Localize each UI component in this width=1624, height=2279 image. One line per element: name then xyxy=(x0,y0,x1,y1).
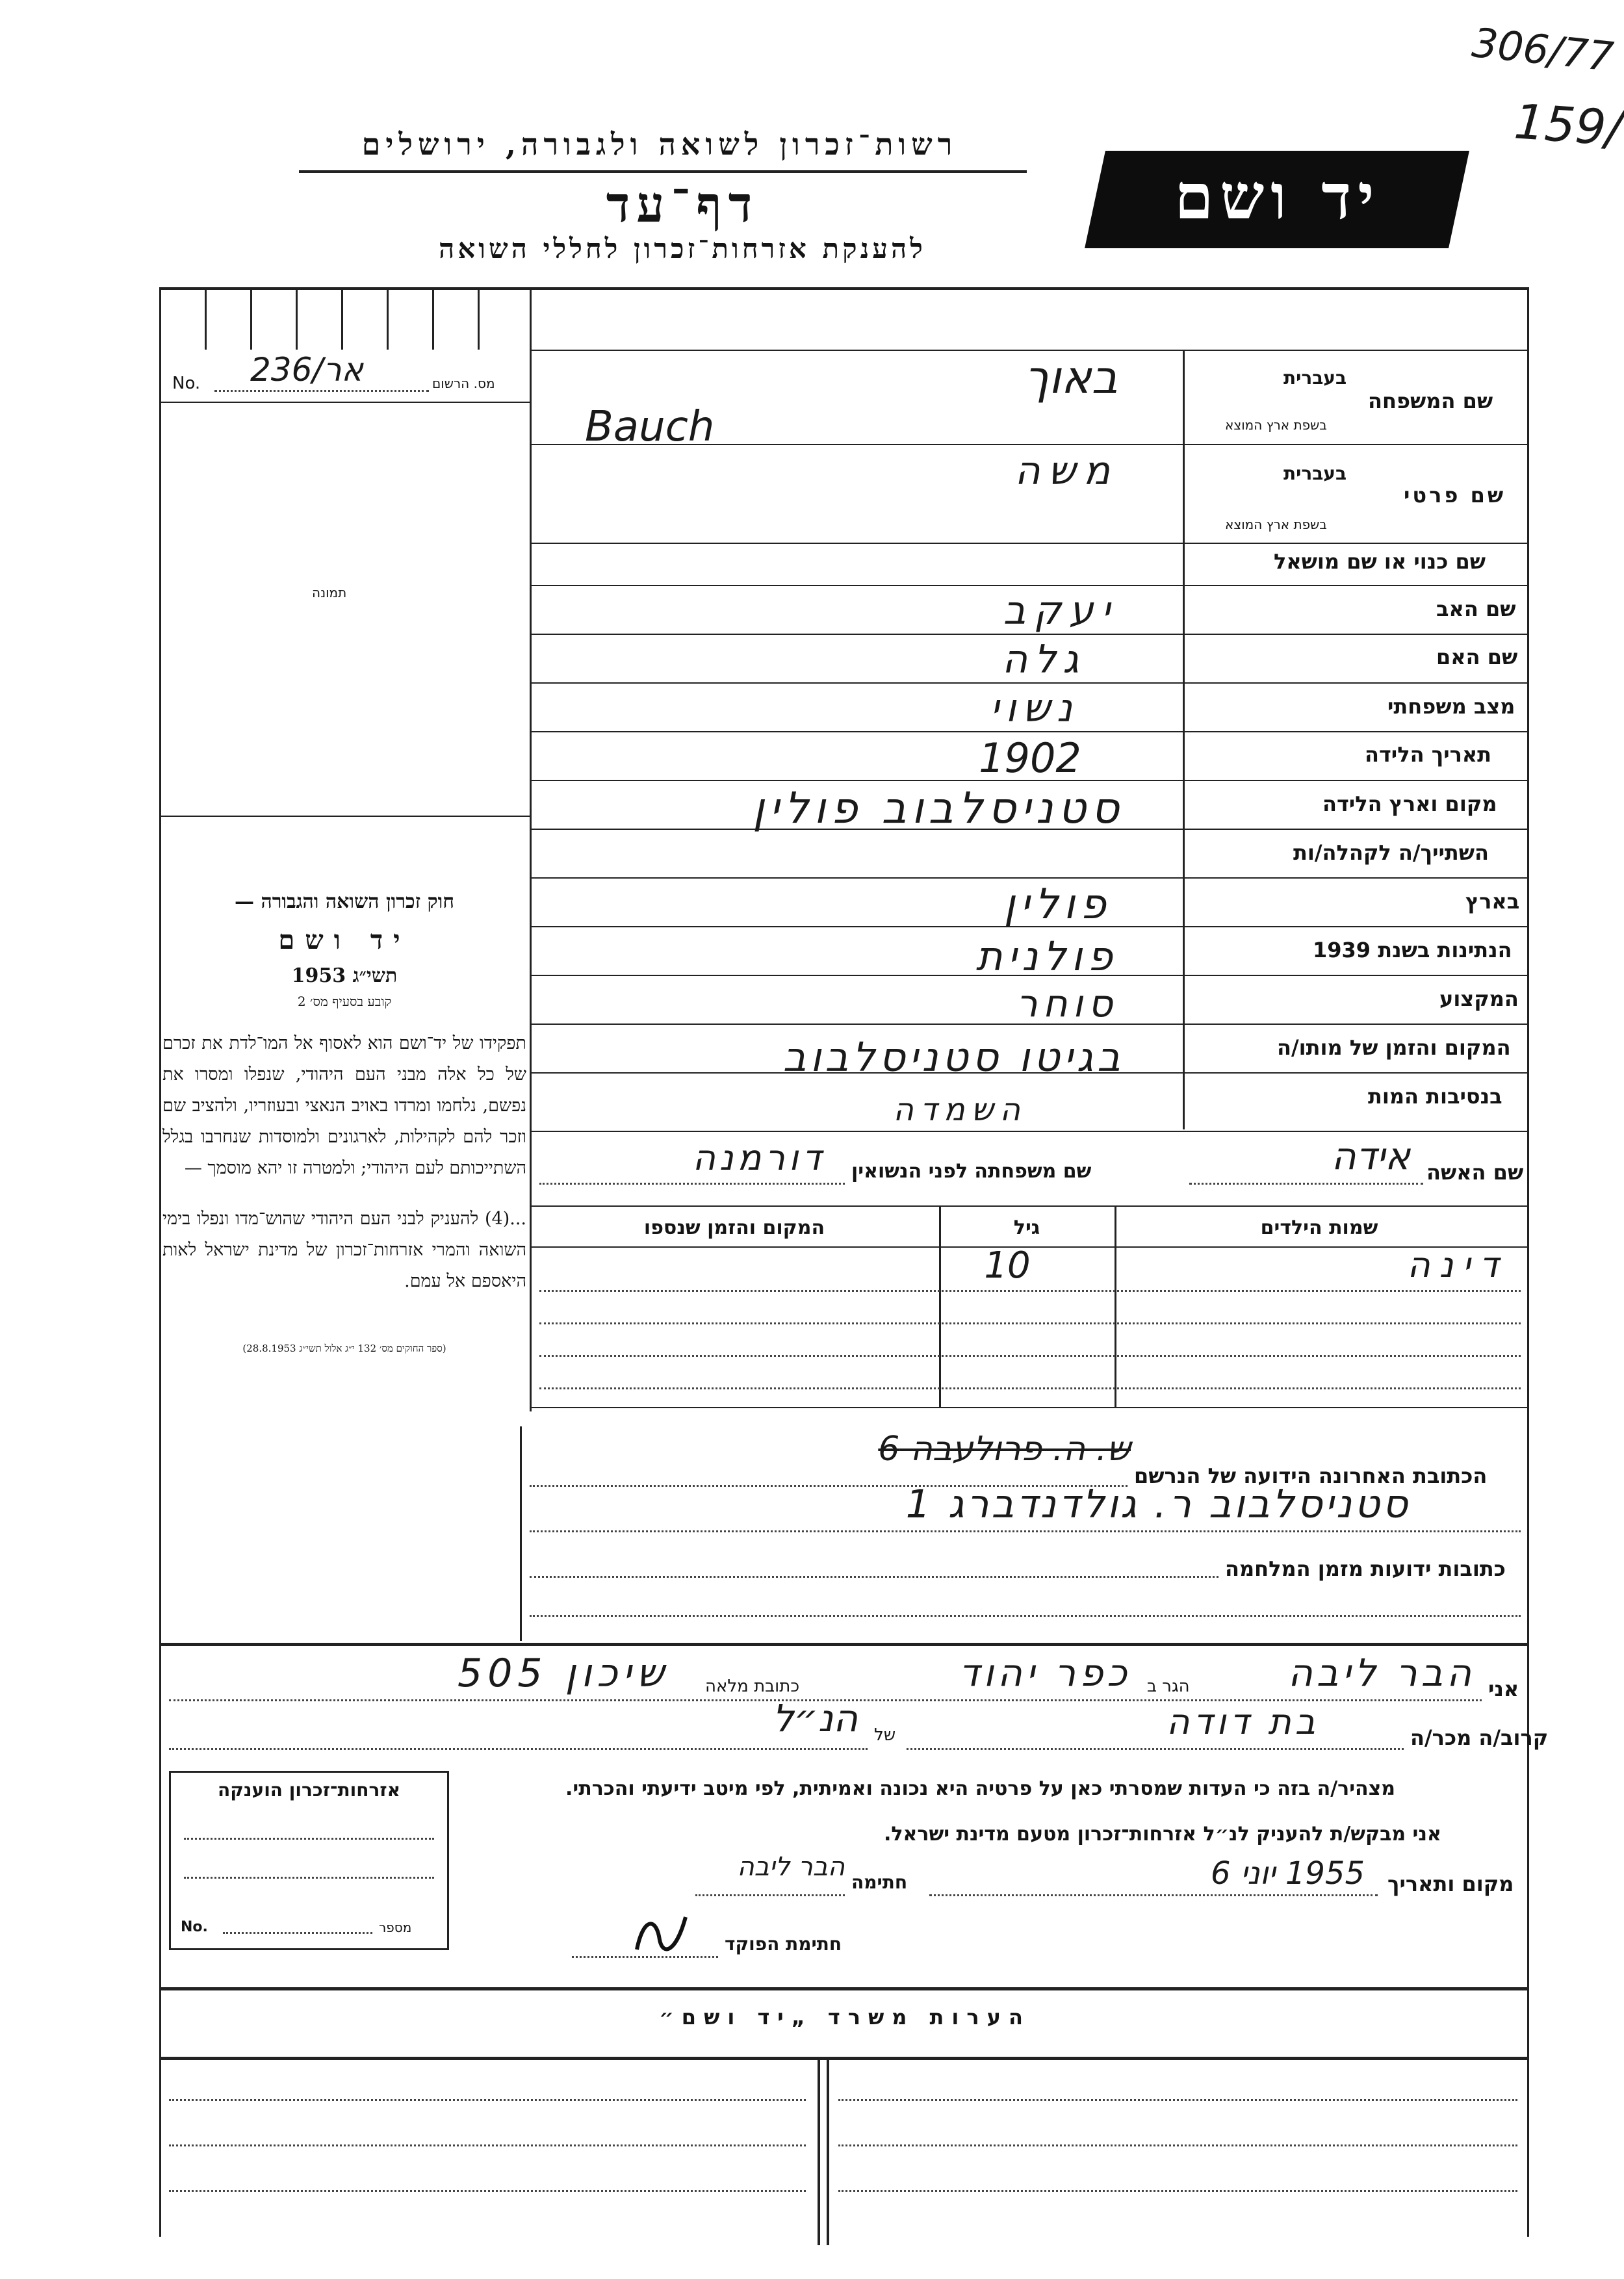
citizenship-box-dots xyxy=(223,1932,372,1934)
row-line xyxy=(530,543,1527,544)
address-dots xyxy=(530,1615,1521,1617)
of-value: הנ״ל xyxy=(772,1696,858,1740)
country-label: בארץ xyxy=(1465,889,1520,914)
notes-dots xyxy=(838,2144,1517,2146)
tick-box-divider xyxy=(432,287,434,350)
full-address-label: כתובת מלאה xyxy=(705,1677,800,1696)
law-name: יד ושם xyxy=(278,925,411,955)
section-line xyxy=(159,2057,1529,2060)
law-citation: (ספר החוקים מס׳ 132 י״ג אלול תשי״ג 28.8.1953) xyxy=(242,1343,446,1354)
frame-left xyxy=(159,287,161,2237)
citizenship-label: הנתינות בשנת 1939 xyxy=(1313,938,1512,962)
row-line xyxy=(530,585,1527,586)
community-label: השתייך/ה לקהלה/ות xyxy=(1293,840,1489,865)
photo-label: תמונה xyxy=(312,585,347,600)
office-notes-label: הערות משרד „יד ושם״ xyxy=(659,2005,1031,2029)
address-dots xyxy=(530,1530,1521,1532)
mother-value: גלה xyxy=(1001,637,1085,682)
birthdate-value: 1902 xyxy=(979,734,1081,782)
profession-value: סוחר xyxy=(1016,981,1118,1025)
row-line xyxy=(530,731,1527,732)
death-value: בגיטו סטניסלבוב xyxy=(782,1033,1124,1081)
row-line xyxy=(530,682,1527,684)
tick-box-divider xyxy=(478,287,480,350)
left-column-divider xyxy=(530,287,532,1411)
nickname-label: שם כנוי או שם מושאל xyxy=(1274,549,1486,574)
tick-box-divider xyxy=(205,287,207,350)
citizenship-value: פולנית xyxy=(975,933,1118,980)
notes-divider xyxy=(827,2057,829,2245)
officer-signature-label: חתימת הפוקד xyxy=(725,1933,842,1955)
declaration-1: מצהיר/ה בזה כי העדות שמסרתי כאן על פרטיה היא נכונה ואמיתית, לפי מיטב ידיעתי והכרתי. xyxy=(565,1777,1395,1800)
citizenship-box-dots xyxy=(184,1877,434,1879)
child-name-value: דינה xyxy=(1407,1244,1508,1285)
signature-value: הבר ליבה xyxy=(737,1852,845,1882)
frame-top xyxy=(159,287,1529,290)
yad-vashem-logo xyxy=(1085,151,1469,248)
law-title: חוק זכרון השואה והגבורה — xyxy=(235,890,454,913)
resident-label: הגר ב xyxy=(1147,1677,1190,1696)
family-name-label: שם המשפחה xyxy=(1368,389,1493,413)
marital-label: מצב משפחתי xyxy=(1387,694,1515,719)
tick-box-divider xyxy=(387,287,389,350)
notes-dots xyxy=(838,2190,1517,2192)
signature-dots xyxy=(695,1894,845,1896)
first-name-label: שם פרטי xyxy=(1404,483,1506,508)
death-label: המקום והזמן של מותו/ה xyxy=(1277,1035,1511,1060)
father-value: יעקב xyxy=(1003,588,1118,634)
citizenship-no-label: No. xyxy=(181,1919,208,1935)
declarant-i-label: אני xyxy=(1488,1677,1519,1701)
birthdate-label: תאריך הלידה xyxy=(1365,742,1492,767)
profession-label: המקצוע xyxy=(1439,986,1519,1011)
children-dots xyxy=(539,1355,1521,1357)
citizenship-box-title: אזרחות־זכרון הוענקה xyxy=(218,1779,400,1801)
archive-number-2: 159/ xyxy=(1512,94,1624,157)
place-date-dots xyxy=(929,1894,1378,1896)
children-bottom-line xyxy=(530,1407,1527,1408)
logo-text: יד ושם xyxy=(1174,160,1381,233)
of-dots xyxy=(169,1748,868,1750)
registration-number: 236/אר xyxy=(250,351,363,389)
declaration-2: אני מבקש/ת להעניק לנ״ל אזרחות־זכרון מטעם מדינת ישראל. xyxy=(884,1823,1441,1846)
place-date-label: מקום ותאריך xyxy=(1387,1872,1514,1896)
section-line xyxy=(159,1643,1529,1646)
law-block xyxy=(162,890,526,1355)
frame-right xyxy=(1527,287,1529,2237)
relation-value: בת דודה xyxy=(1166,1701,1319,1742)
form-title: דף־עד xyxy=(606,175,759,233)
address-left-divider xyxy=(520,1426,522,1641)
law-year: תשי״ג 1953 xyxy=(291,964,398,987)
address-dots xyxy=(530,1576,1218,1578)
birthplace-value: סטניסלבוב פולין xyxy=(753,783,1124,833)
tick-box-divider xyxy=(341,287,343,350)
children-age-header: גיל xyxy=(1013,1217,1040,1239)
hebrew-label: בעברית xyxy=(1283,367,1347,389)
maiden-value: דורמנה xyxy=(692,1137,825,1178)
relative-dots xyxy=(907,1748,1404,1750)
wife-dots xyxy=(1189,1183,1423,1185)
relative-label: קרוב/ה מכר/ה xyxy=(1410,1725,1549,1750)
row-line xyxy=(530,877,1527,879)
children-col-divider xyxy=(1115,1205,1116,1407)
children-dots xyxy=(539,1290,1521,1292)
maiden-dots xyxy=(539,1183,845,1185)
wife-value: אידה xyxy=(1331,1134,1410,1178)
authority-underline xyxy=(299,170,1027,173)
tick-box-divider xyxy=(296,287,298,350)
label-column-divider xyxy=(1183,350,1185,1129)
family-name-origin-value: Bauch xyxy=(585,403,715,451)
reg-label: מס. הרשום xyxy=(432,376,495,391)
row-line xyxy=(530,1131,1527,1132)
country-value: פולין xyxy=(1003,881,1111,929)
last-address-label: הכתובת האחרונה הידועה של הנרשם xyxy=(1134,1463,1488,1488)
maiden-label: שם משפחתה לפני הנשואין xyxy=(851,1160,1092,1183)
law-clause: קובע בסעיף מס׳ 2 xyxy=(297,994,392,1009)
children-dots xyxy=(539,1322,1521,1324)
notes-divider xyxy=(818,2057,820,2245)
wife-label: שם האשה xyxy=(1426,1160,1524,1185)
circumstances-value: השמדה xyxy=(893,1092,1027,1128)
war-address-label: כתובות ידועות מזמן המלחמה xyxy=(1225,1556,1506,1581)
archive-number-1: 306/77 xyxy=(1469,18,1616,81)
origin-lang-label-2: בשפת ארץ המוצא xyxy=(1225,517,1327,532)
wife-row-bottom xyxy=(530,1205,1527,1207)
officer-signature-mark xyxy=(624,1904,702,1963)
address-struck-value: ש. ה. פרולעבה 6 xyxy=(878,1430,1131,1469)
children-dots xyxy=(539,1387,1521,1389)
notes-dots xyxy=(169,2190,806,2192)
citizenship-box xyxy=(169,1771,449,1950)
children-names-header: שמות הילדים xyxy=(1260,1217,1378,1239)
of-label: של xyxy=(874,1725,896,1745)
family-name-hebrew-value: באוך xyxy=(1024,351,1118,404)
child-age-value: 10 xyxy=(984,1244,1031,1287)
authority-title: רשות־זכרון לשואה ולגבורה, ירושלים xyxy=(361,127,958,162)
law-text-1: תפקידו של יד־ושם הוא לאסוף אל המו־לדת את זכרם של כל אלה מבני העם היהודי, שנפלו ומסרו את נפשם, נלחמו ומרדו באויב הנאצי ובעוזריו, ולהציב שם וזכר להם לקהילות, לארגונים ולמוסדות שנחרבו בגלל השתייכותם לעם היהודי; ולמטרה זו יהא מוסמך — xyxy=(162,1033,526,1178)
signature-label: חתימה xyxy=(851,1872,908,1893)
father-label: שם האב xyxy=(1436,597,1516,621)
circumstances-label: בנסיבות המות xyxy=(1368,1084,1502,1109)
mother-label: שם האם xyxy=(1436,645,1518,669)
reg-line xyxy=(159,402,530,403)
full-address-value: שיכון 505 xyxy=(458,1651,669,1696)
birthplace-label: מקום וארץ הלידה xyxy=(1322,792,1497,816)
no-label: No. xyxy=(172,374,201,393)
first-name-value: משה xyxy=(1014,448,1118,494)
section-line xyxy=(159,1987,1529,1990)
marital-value: נשוי xyxy=(990,686,1079,731)
origin-lang-label: בשפת ארץ המוצא xyxy=(1225,417,1327,433)
tick-box-divider xyxy=(250,287,252,350)
notes-dots xyxy=(169,2144,806,2146)
notes-dots xyxy=(169,2099,806,2101)
row-line xyxy=(530,634,1527,635)
form-subtitle: להענקת אזרחות־זכרון לחללי השואה xyxy=(439,233,926,264)
children-col-divider xyxy=(939,1205,941,1407)
hebrew-label-2: בעברית xyxy=(1283,463,1347,484)
date-value: 1955 יוני 6 xyxy=(1211,1855,1365,1892)
citizenship-box-dots xyxy=(184,1838,434,1840)
children-place-header: המקום והזמן שנספו xyxy=(643,1217,825,1239)
declarant-name-value: הבר ליבה xyxy=(1288,1651,1475,1695)
residence-value: כפר יהוד xyxy=(959,1651,1131,1695)
reg-dots xyxy=(214,390,429,392)
photo-bottom-line xyxy=(159,816,530,817)
law-text-2: ...(4) להעניק לבני העם היהודי שהוש־מדו ונפלו בימי השואה והמרי אזרחות־זכרון של מדינת ישראל לאות היאספם אל עמם. xyxy=(162,1209,526,1291)
notes-dots xyxy=(838,2099,1517,2101)
citizenship-number-label: מספר xyxy=(379,1920,412,1935)
last-address-value: סטניסלבוב ר. גולדנדברג 1 xyxy=(905,1482,1410,1527)
